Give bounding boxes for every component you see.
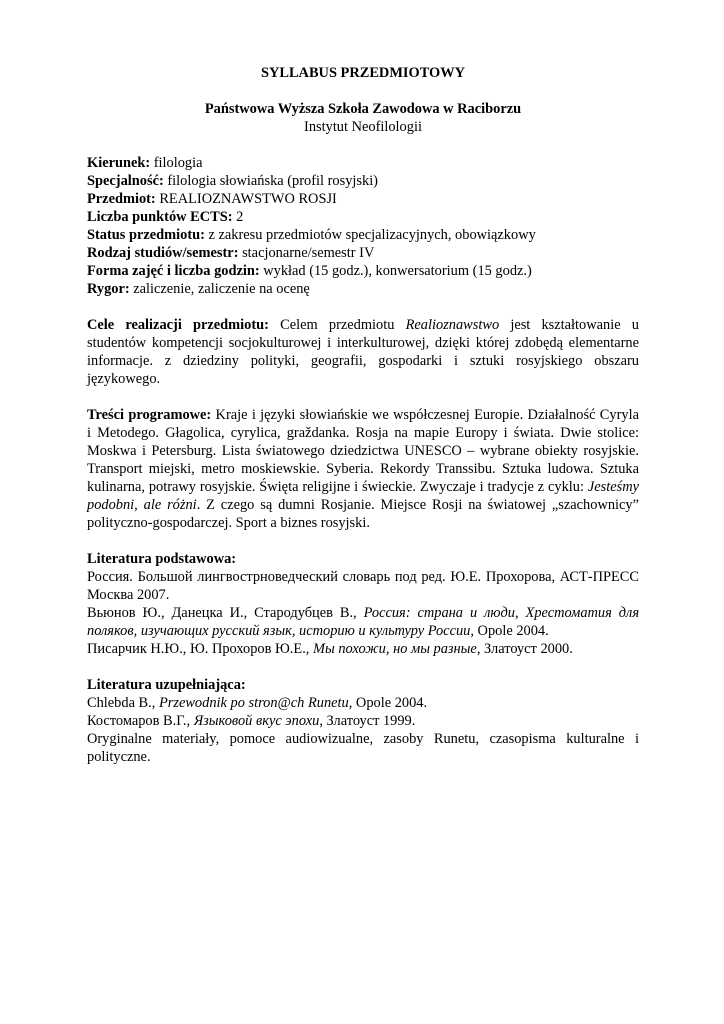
lit-italic: Россия: страна и люди, Хрестоматия для поляков, изучающих русский язык, историю и культуру России, bbox=[87, 605, 640, 639]
lit-text: Писарчик Н.Ю., Ю. Прохоров Ю.Е., bbox=[87, 641, 313, 657]
goals-paragraph bbox=[87, 316, 639, 388]
list-item bbox=[87, 568, 639, 604]
meta-label: Rygor: bbox=[87, 281, 130, 297]
meta-label: Specjalność: bbox=[87, 173, 164, 189]
meta-field-specjalnosc bbox=[87, 172, 639, 190]
meta-label: Rodzaj studiów/semestr: bbox=[87, 245, 239, 261]
meta-value: 2 bbox=[232, 209, 244, 225]
meta-field-kierunek bbox=[87, 154, 639, 172]
goals-label: Cele realizacji przedmiotu: bbox=[87, 317, 269, 333]
goals-text: Celem przedmiotu bbox=[268, 317, 406, 333]
lit-text: Вьюнов Ю., Данецка И., Стародубцев В., bbox=[87, 605, 364, 621]
document-title: SYLLABUS PRZEDMIOTOWY bbox=[260, 65, 466, 81]
list-item bbox=[87, 604, 639, 640]
meta-value: zaliczenie, zaliczenie na ocenę bbox=[129, 281, 310, 297]
lit-text: Россия. Большой лингвострноведческий словарь под ред. Ю.Е. Прохорова, АСТ-ПРЕСС Москва 2007. bbox=[87, 569, 639, 603]
course-meta bbox=[87, 154, 639, 298]
meta-label: Forma zajęć i liczba godzin: bbox=[87, 263, 260, 279]
list-item bbox=[87, 712, 639, 730]
institute-name: Instytut Neofilologii bbox=[304, 119, 422, 135]
meta-value: stacjonarne/semestr IV bbox=[238, 245, 375, 261]
lit-italic: Языковой вкус эпохи bbox=[193, 713, 320, 729]
meta-label: Przedmiot: bbox=[87, 191, 156, 207]
content-paragraph bbox=[87, 406, 639, 532]
list-item bbox=[87, 694, 639, 712]
content-text-rest: . Z czego są dumni Rosjanie. Miejsce Rosji na światowej „szachownicy” polityczno-gospodarczej. Sport a biznes rosyjski. bbox=[87, 497, 639, 531]
literature-basic-heading: Literatura podstawowa: bbox=[87, 551, 237, 567]
meta-value: wykład (15 godz.), konwersatorium (15 godz.) bbox=[259, 263, 532, 279]
content-italic: Jesteśmy podobni, ale różni bbox=[87, 479, 639, 513]
meta-value: filologia słowiańska (profil rosyjski) bbox=[163, 173, 378, 189]
literature-extra-heading: Literatura uzupełniająca: bbox=[87, 677, 246, 693]
syllabus-page bbox=[87, 64, 639, 766]
meta-field-przedmiot bbox=[87, 190, 639, 208]
meta-field-rygor bbox=[87, 280, 639, 298]
lit-text: Костомаров В.Г., bbox=[87, 713, 194, 729]
meta-field-rodzaj bbox=[87, 244, 639, 262]
content-text: Kraje i języki słowiańskie we współczesnej Europie. Działalność Cyryla i Metodego. Głagolica, cyrylica, graždanka. Rosja na mapie Europy i świata. Dwie stolice: Moskwa i Petersburg. Lista światowego dziedzictwa UNESCO – wybrane obiekty rosyjskie. Transport miejski, metro moskiewskie. Syberia. Rekordy Transsibu. Sztuka ludowa. Sztuka kulinarna, potrawy rosyjskie. Święta religijne i świeckie. Zwyczaje i tradycje z cyklu: bbox=[87, 407, 639, 495]
lit-text-rest: , Златоуст 2000. bbox=[476, 641, 573, 657]
lit-italic: Przewodnik po stron@ch Runetu bbox=[158, 695, 349, 711]
school-name: Państwowa Wyższa Szkoła Zawodowa w Raciborzu bbox=[204, 101, 522, 117]
goals-italic: Realioznawstwo bbox=[405, 317, 500, 333]
meta-label: Status przedmiotu: bbox=[87, 227, 205, 243]
meta-field-forma bbox=[87, 262, 639, 280]
lit-text: Chlebda B., bbox=[87, 695, 159, 711]
list-item bbox=[87, 730, 639, 766]
meta-value: z zakresu przedmiotów specjalizacyjnych, obowiązkowy bbox=[204, 227, 536, 243]
meta-value: REALIOZNAWSTWO ROSJI bbox=[155, 191, 337, 207]
lit-text-rest: Opole 2004. bbox=[473, 623, 549, 639]
lit-text: Oryginalne materiały, pomoce audiowizualne, zasoby Runetu, czasopisma kulturalne i polityczne. bbox=[87, 731, 639, 765]
meta-value: filologia bbox=[150, 155, 203, 171]
content-label: Treści programowe: bbox=[87, 407, 212, 423]
goals-text-rest: jest kształtowanie u studentów kompetencji socjokulturowej i interkulturowej, dzięki której zdobędą elementarne informacje. z dziedziny polityki, geografii, gospodarki i sztuki rosyjskiego obszaru językowego. bbox=[87, 317, 639, 387]
meta-field-status bbox=[87, 226, 639, 244]
list-item bbox=[87, 640, 639, 658]
meta-label: Kierunek: bbox=[87, 155, 151, 171]
lit-text-rest: , Златоуст 1999. bbox=[319, 713, 416, 729]
meta-field-ects bbox=[87, 208, 639, 226]
meta-label: Liczba punktów ECTS: bbox=[87, 209, 233, 225]
literature-extra-list bbox=[87, 694, 639, 766]
literature-basic-list bbox=[87, 568, 639, 658]
lit-text-rest: , Opole 2004. bbox=[348, 695, 428, 711]
lit-italic: Мы похожи, но мы разные bbox=[313, 641, 477, 657]
